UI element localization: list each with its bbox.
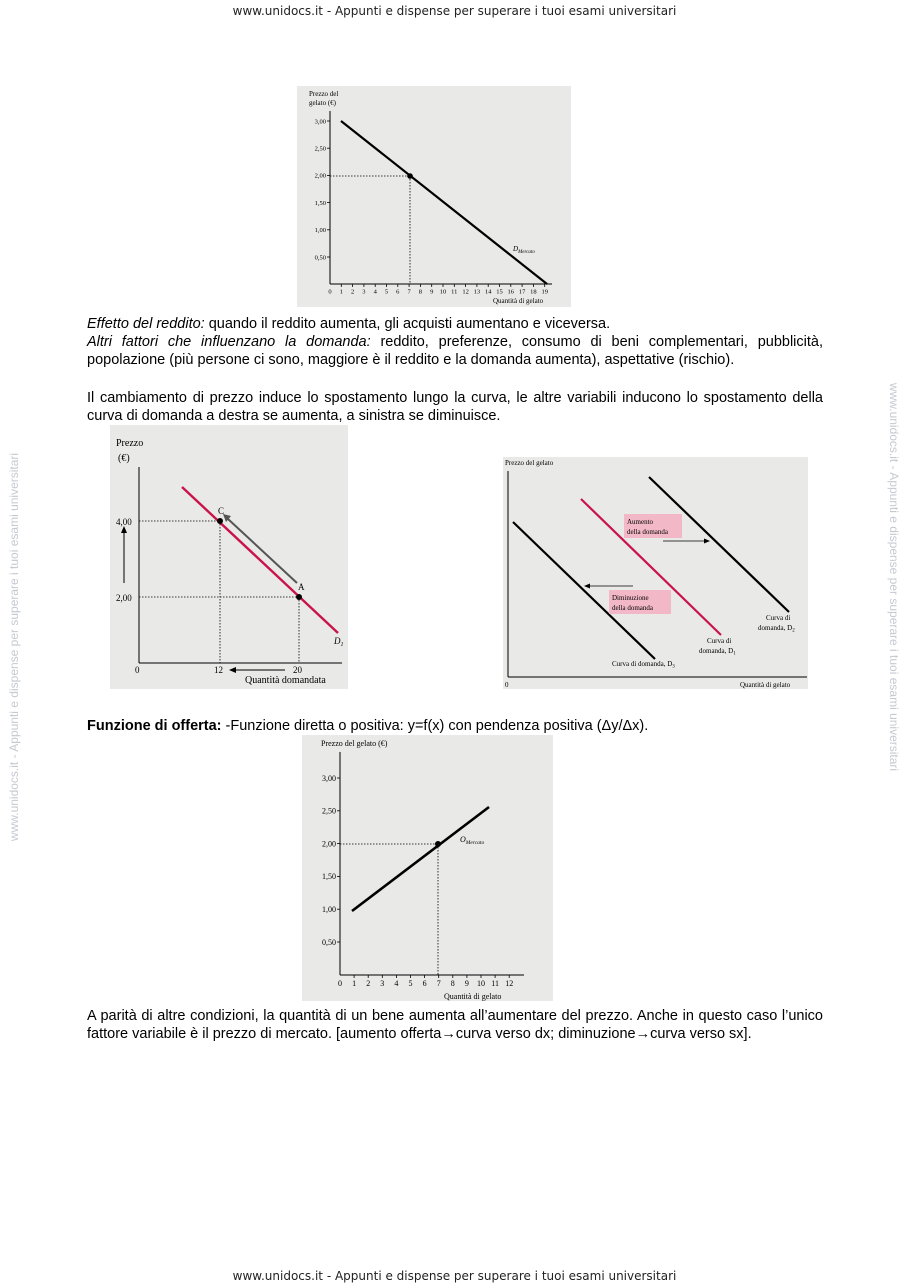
figure-market-demand — [297, 86, 571, 307]
fig1-xlabel: Quantità di gelato — [493, 297, 544, 305]
fig2-point-a — [296, 594, 302, 600]
supply-function-text: -Funzione diretta o positiva: y=f(x) con pendenza positiva (Δy/Δx). — [221, 718, 649, 734]
x-tick-label: 9 — [430, 288, 434, 296]
x-tick-label: 15 — [496, 288, 503, 296]
x-tick-label: 6 — [396, 288, 400, 296]
x-tick-label: 11 — [451, 288, 458, 296]
x-tick-label: 10 — [439, 288, 447, 296]
paragraph-demand-factors — [87, 333, 823, 369]
figure-market-supply — [302, 735, 553, 1001]
y-tick-label: 2,00 — [322, 839, 336, 849]
fig3-d2-label: domanda, $D_2$ — [758, 624, 795, 634]
fig3-decrease-label: Diminuzione — [612, 594, 649, 602]
y-tick-label: 1,00 — [322, 905, 336, 914]
demand-factors-term: Altri fattori che influenzano la domanda: — [87, 334, 371, 350]
paragraph-supply-function — [87, 717, 823, 735]
fig4-xlabel: Quantità di gelato — [444, 992, 502, 1001]
fig3-ylabel: Prezzo del gelato — [505, 459, 554, 467]
x-tick-label: 2 — [366, 979, 371, 988]
x-tick-label: 0 — [338, 979, 342, 988]
fig3-d2-label: Curva di — [766, 614, 791, 622]
y-tick-label: 2,50 — [322, 806, 336, 816]
fig2-label-a: A — [298, 582, 305, 592]
y-tick-label: 1,50 — [322, 872, 336, 882]
x-tick-label: 3 — [362, 288, 366, 296]
fig2-movement-arrow — [228, 519, 297, 583]
x-tick-label: 1 — [339, 288, 343, 296]
page-header[interactable]: www.unidocs.it - Appunti e dispense per superare i tuoi esami universitari — [232, 4, 677, 18]
y-tick-label: 0,50 — [314, 254, 326, 262]
x-tick-label: 12 — [505, 979, 514, 988]
fig2-xtick: 20 — [293, 665, 302, 675]
fig1-demand-curve — [341, 121, 547, 284]
y-tick-label: 2,50 — [314, 145, 326, 153]
fig2-xtick: 0 — [135, 665, 140, 675]
fig2-ylabel: Prezzo — [116, 438, 144, 449]
fig3-d3-label: Curva di domanda, $D_3$ — [612, 660, 675, 670]
fig3-increase-label: Aumento — [627, 518, 654, 526]
x-tick-label: 5 — [408, 979, 413, 988]
fig3-decrease-label: della domanda — [612, 604, 654, 612]
x-tick-label: 6 — [422, 979, 427, 988]
supply-function-term: Funzione di offerta: — [87, 718, 222, 734]
paragraph-curve-shift: Il cambiamento di prezzo induce lo spostamento lungo la curva, le altre variabili inducono lo spostamento della curva di domanda a destra se aumenta, a sinistra se diminuisce. — [87, 390, 823, 424]
fig2-quantity-arrow-head — [229, 667, 236, 673]
y-tick-label: 2,00 — [314, 172, 326, 180]
page-footer[interactable]: www.unidocs.it - Appunti e dispense per superare i tuoi esami universitari — [232, 1269, 677, 1283]
fig4-ylabel: Prezzo del gelato (€) — [321, 739, 388, 748]
x-tick-label: 8 — [418, 288, 423, 296]
x-tick-label: 3 — [380, 979, 385, 988]
figure-demand-shifts — [503, 457, 808, 689]
x-tick-label: 7 — [436, 979, 441, 988]
x-tick-label: 0 — [328, 288, 332, 296]
x-tick-label: 8 — [450, 979, 455, 988]
y-tick-label: 0,50 — [322, 937, 336, 947]
x-tick-label: 9 — [464, 979, 469, 988]
fig4-supply-curve — [352, 807, 489, 911]
paragraph-income-effect — [87, 315, 823, 333]
fig3-increase-arrow-head — [704, 539, 710, 544]
fig2-label-c: C — [218, 506, 225, 516]
x-tick-label: 10 — [477, 979, 485, 988]
income-effect-term: Effetto del reddito: — [87, 316, 205, 332]
x-tick-label: 7 — [407, 288, 411, 296]
fig2-xlabel: Quantità domandata — [245, 675, 326, 686]
fig1-ylabel: gelato (€) — [309, 99, 337, 107]
y-tick-label: 3,00 — [314, 118, 326, 126]
fig1-curve-label: $D_{Mercato}$ — [513, 245, 535, 255]
fig2-point-c — [217, 518, 223, 524]
paragraph-supply-conditions: A parità di altre condizioni, la quantità di un bene aumenta all’aumentare del prezzo. Anche in questo caso l’unico fattore variabile è il prezzo di mercato. [aumento offerta→curva verso dx; diminuzione→curva verso sx]. — [87, 1008, 823, 1042]
x-tick-label: 19 — [541, 288, 548, 296]
fig4-point — [435, 841, 441, 847]
fig4-curve-label: $O_{Mercato}$ — [460, 835, 485, 846]
fig3-xlabel: Quantità di gelato — [740, 681, 791, 689]
fig2-demand-curve — [182, 487, 338, 633]
watermark-right: www.unidocs.it - Appunti e dispense per superare i tuoi esami universitari — [887, 382, 902, 772]
x-tick-label: 4 — [394, 979, 399, 988]
fig3-decrease-arrow-head — [584, 584, 590, 589]
watermark-left: www.unidocs.it - Appunti e dispense per superare i tuoi esami universitari — [7, 452, 22, 842]
x-tick-label: 1 — [352, 979, 357, 988]
fig2-price-arrow-head — [121, 526, 127, 533]
fig2-xtick: 12 — [214, 665, 223, 675]
fig2-ytick: 4,00 — [116, 517, 132, 527]
income-effect-text: quando il reddito aumenta, gli acquisti aumentano e viceversa. — [204, 316, 611, 332]
y-tick-label: 1,50 — [314, 199, 326, 207]
fig3-increase-label: della domanda — [627, 528, 669, 536]
x-tick-label: 13 — [473, 288, 481, 296]
fig3-origin: 0 — [505, 681, 509, 689]
x-tick-label: 18 — [530, 288, 537, 296]
fig1-point — [407, 173, 413, 179]
fig2-ylabel: (€) — [118, 453, 130, 464]
y-tick-label: 3,00 — [322, 773, 336, 783]
fig2-ytick: 2,00 — [116, 593, 132, 603]
fig3-d1-label: domanda, $D_1$ — [699, 647, 736, 657]
figure-movement-along-curve — [110, 425, 348, 689]
x-tick-label: 17 — [518, 288, 526, 296]
x-tick-label: 2 — [350, 288, 355, 296]
x-tick-label: 11 — [491, 979, 499, 988]
fig1-ylabel: Prezzo del — [309, 90, 339, 98]
x-tick-label: 5 — [384, 288, 389, 296]
x-tick-label: 4 — [373, 288, 377, 296]
demand-factors-text: reddito, preferenze, consumo di beni complementari, pubblicità, popolazione (più persone ci sono, maggiore è il reddito e la domanda aumenta), aspettative (rischio). — [87, 334, 823, 368]
x-tick-label: 14 — [484, 288, 492, 296]
y-tick-label: 1,00 — [314, 227, 326, 235]
fig3-d1-label: Curva di — [707, 637, 732, 645]
x-tick-label: 16 — [507, 288, 515, 296]
fig2-curve-label: $D_1$ — [334, 636, 344, 648]
x-tick-label: 12 — [462, 288, 469, 296]
